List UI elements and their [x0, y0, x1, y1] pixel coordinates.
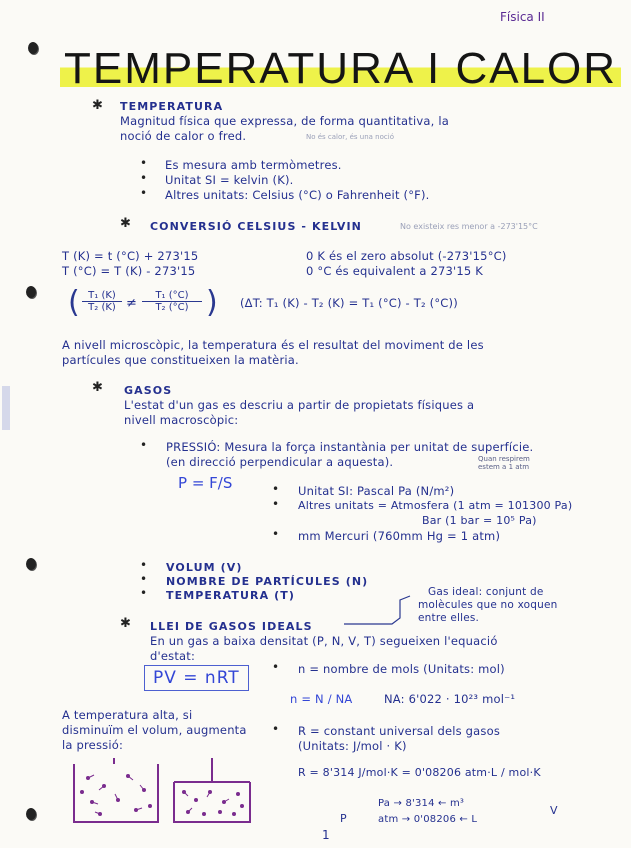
na-value: NA: 6'022 · 10²³ mol⁻¹ [384, 692, 516, 706]
microscopic-line: partícules que constitueixen la matèria. [62, 353, 299, 367]
gasos-intro: nivell macroscòpic: [124, 413, 239, 427]
unit-bar: Bar (1 bar = 10⁵ Pa) [422, 514, 537, 527]
bullet-star-icon: ✱ [120, 216, 131, 231]
fact-absolute-zero: 0 K és el zero absolut (-273'15°C) [306, 249, 507, 263]
fact-zero-celsius: 0 °C és equivalent a 273'15 K [306, 264, 484, 278]
temperatura-def-line: Magnitud física que expressa, de forma quantitativa, la [120, 114, 449, 128]
r-value: R = 8'314 J/mol·K = 0'08206 atm·L / mol·K [298, 766, 541, 779]
bullet-dot-icon: • [272, 527, 280, 541]
bullet-dot-icon: • [272, 660, 280, 674]
page-number: 1 [322, 828, 330, 842]
unit-si: Unitat SI: Pascal Pa (N/m²) [298, 484, 455, 498]
formula-kelvin: T (K) = t (°C) + 273'15 [62, 249, 199, 263]
pressio-line: (en direcció perpendicular a aquesta). [166, 455, 394, 469]
prop-temperatura: TEMPERATURA (T) [166, 589, 295, 602]
gasos-heading: GASOS [124, 384, 173, 397]
prop-volum: VOLUM (V) [166, 561, 243, 574]
n-formula: n = N / NA [290, 692, 353, 706]
paren-open: ( [68, 285, 80, 320]
gas-ideal-intro: d'estat: [150, 649, 196, 663]
fraction-lhs: T₁ (K) T₂ (K) [82, 290, 122, 313]
prop-particules: NOMBRE DE PARTÍCULES (N) [166, 575, 369, 588]
fraction-rhs: T₁ (°C) T₂ (°C) [142, 290, 202, 313]
page-title: TEMPERATURA I CALOR [60, 44, 621, 94]
punch-hole [28, 42, 38, 54]
conversio-heading: CONVERSIÓ CELSIUS - KELVIN [150, 220, 362, 233]
pressure-formula: P = F/S [178, 474, 233, 492]
bullet-dot-icon: • [140, 171, 148, 185]
r-definition: (Unitats: J/mol · K) [298, 739, 407, 753]
gas-ideal-heading: LLEI DE GASOS IDEALS [150, 620, 313, 633]
formula-celsius: T (°C) = T (K) - 273'15 [62, 264, 196, 278]
punch-hole [26, 558, 36, 570]
bullet-dot-icon: • [140, 186, 148, 200]
temperatura-def-line: noció de calor o fred. [120, 129, 247, 143]
temperatura-bullet: Es mesura amb termòmetres. [165, 158, 342, 172]
gas-containers-illustration [70, 756, 270, 828]
faint-note: No existeix res menor a -273'15°C [400, 222, 538, 231]
left-note: disminuïm el volum, augmenta [62, 723, 247, 737]
conversion-top: Pa → 8'314 ← m³ [378, 798, 465, 809]
punch-hole [26, 286, 36, 298]
paren-close: ) [206, 285, 218, 320]
left-note: A temperatura alta, si [62, 708, 193, 722]
bullet-dot-icon: • [272, 722, 280, 736]
temperatura-heading: TEMPERATURA [120, 100, 224, 113]
ideal-gas-equation: PV = nRT [144, 668, 249, 688]
delta-formula: (ΔT: T₁ (K) - T₂ (K) = T₁ (°C) - T₂ (°C)) [240, 296, 458, 310]
bullet-star-icon: ✱ [92, 380, 103, 395]
conversion-p: P [340, 812, 347, 825]
bullet-star-icon: ✱ [120, 616, 131, 631]
gasos-intro: L'estat d'un gas es descriu a partir de propietats físiques a [124, 398, 475, 412]
bullet-dot-icon: • [272, 497, 280, 511]
pressio-note: Quan respirem estem a 1 atm [478, 455, 530, 471]
temperatura-bullet: Unitat SI = kelvin (K). [165, 173, 294, 187]
bullet-dot-icon: • [140, 558, 148, 572]
punch-hole [26, 808, 36, 820]
conversion-v: V [550, 804, 558, 817]
bullet-dot-icon: • [140, 572, 148, 586]
gas-ideal-note: entre elles. [418, 612, 480, 624]
left-note: la pressió: [62, 738, 124, 752]
side-watermark-tab [2, 386, 10, 430]
bullet-dot-icon: • [272, 482, 280, 496]
n-definition: n = nombre de mols (Unitats: mol) [298, 662, 505, 676]
gas-ideal-note: molècules que no xoquen [418, 599, 558, 611]
microscopic-line: A nivell microscòpic, la temperatura és el resultat del moviment de les [62, 338, 484, 352]
temperatura-bullet: Altres unitats: Celsius (°C) o Fahrenheit (°F). [165, 188, 430, 202]
unit-atm: Altres unitats = Atmosfera (1 atm = 101300 Pa) [298, 499, 573, 512]
bullet-dot-icon: • [140, 438, 148, 452]
pressio-line: PRESSIÓ: Mesura la força instantània per unitat de superfície. [166, 440, 534, 454]
bullet-star-icon: ✱ [92, 98, 103, 113]
faint-note: No és calor, és una noció [306, 133, 394, 141]
gas-ideal-intro: En un gas a baixa densitat (P, N, V, T) segueixen l'equació [150, 634, 498, 648]
conversion-bottom: atm → 0'08206 ← L [378, 814, 478, 825]
r-definition: R = constant universal dels gasos [298, 724, 501, 738]
bracket-connector [340, 592, 420, 628]
bullet-dot-icon: • [140, 156, 148, 170]
bullet-dot-icon: • [140, 586, 148, 600]
gas-ideal-note: Gas ideal: conjunt de [428, 586, 544, 598]
unit-mmhg: mm Mercuri (760mm Hg = 1 atm) [298, 529, 501, 543]
subject-label: Física II [500, 10, 545, 24]
not-equal-sign: ≠ [126, 296, 137, 311]
